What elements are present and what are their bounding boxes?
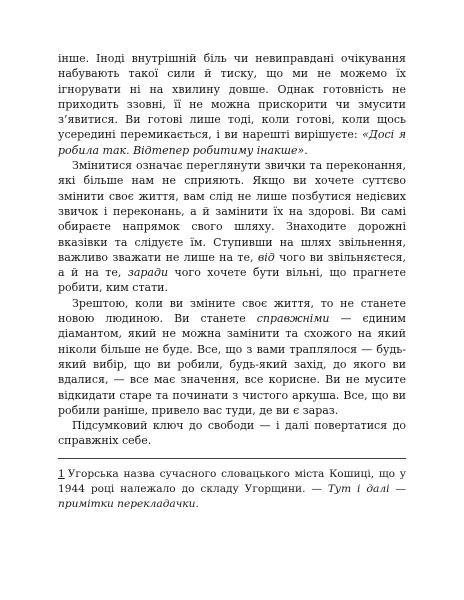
text-run: Підсумковий ключ до свободи — і далі повертатися до справжніх себе. — [58, 419, 406, 448]
footnote-text — [58, 468, 406, 511]
paragraph — [58, 296, 406, 418]
text-run: Змінитися означає переглянути звички та переконання, які більше нам не сприяють. Якщо ви хочете суттєво змінити своє життя, вам слід не лише позбутися недієвих звичок і переконань, а й замінити їх на здорові. Ви самі обираєте напрямок свого шляху. Знаходите дорожні вказівки та слідуєте їм. Ступивши на шлях звільнення, важливо зважати не лише на те, — [58, 159, 406, 264]
italic-text-run: «Досі я робила так. Відтепер робитиму інакше» — [58, 128, 406, 157]
paragraph — [58, 158, 406, 296]
text-run: Зрештою, коли ви зміните своє життя, то не станете новою людиною. Ви станете — [58, 296, 406, 326]
paragraph — [58, 51, 406, 158]
footnote-number: 1 — [58, 467, 65, 480]
italic-text-run: заради — [127, 266, 169, 280]
footnote — [58, 467, 406, 513]
text-run: чого хочете бути вільні, що прагнете робити, ким стати. — [58, 266, 406, 295]
page-content — [58, 51, 406, 513]
body-text — [58, 51, 406, 449]
text-run: . — [304, 143, 308, 157]
italic-text-run: від — [257, 250, 275, 264]
footnote-italic-run: Тут і далі — примітки перекладачки. — [58, 483, 406, 511]
text-run: чого ви звільняєтеся, а й на те, — [58, 250, 406, 280]
paragraph — [58, 418, 406, 449]
footnote-divider — [58, 458, 406, 459]
text-run: — єдиним діамантом, який не можна замінити та схожого на який ніколи більше не буде. Все, що з вами траплялося — будь-який вибір, що ви робили, будь-який захід, до якого ви вдалися, — все має значення, все корисне. Ви не мусите відкидати старе та починати з чистого аркуша. Все, що ви робили раніше, привело вас туди, де ви є зараз. — [58, 312, 406, 417]
footnote-text-run: Угорська назва сучасного словацького міста Кошиці, що у 1944 році належало до складу Угорщини. — — [58, 467, 406, 496]
italic-text-run: справжніми — [256, 312, 330, 326]
text-run: інше. Іноді внутрішній біль чи невиправдані очікування набувають такої сили й тиску, що ми не можемо їх ігнорувати ні на хвилину довше. Однак готовність не приходить ззовні, її не можна прискорити чи змусити з’явитися. Ви готові лише тоді, коли готові, коли щось усередині перемикається, і ви нарешті вирішуєте: — [58, 52, 406, 142]
